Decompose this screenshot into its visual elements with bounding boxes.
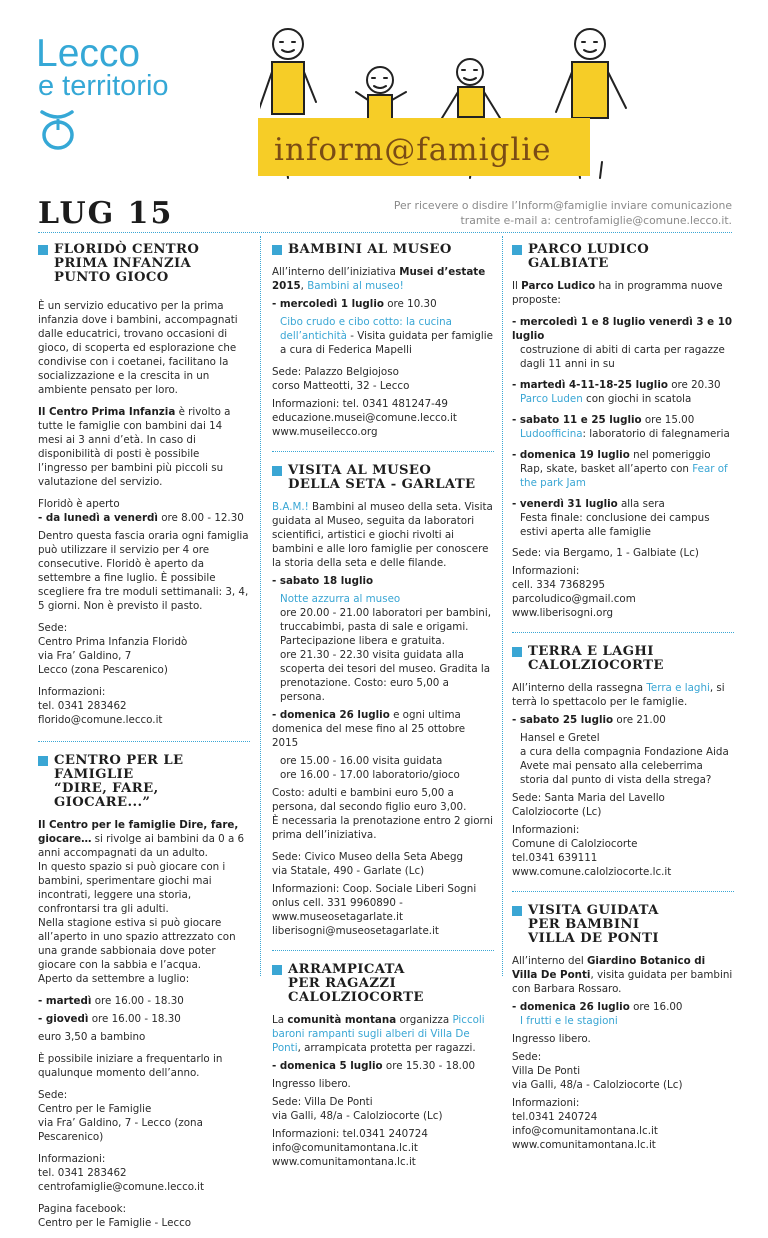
section-title: TERRA E LAGHI CALOLZIOCORTE [512,645,734,673]
section-divider [272,950,494,951]
schedule: - martedì ore 16.00 - 18.30 [38,995,184,1007]
price: euro 3,50 a bambino [38,1031,146,1043]
paragraph: Il Centro per le famiglie Dire, fare, giocare… si rivolge ai bambini da 0 a 6 anni accompagnati da un adulto. In questo spazio si può giocare con i bambini, sperimentare giochi mai incontrati, leggere una storia, confrontarsi tra gli adulti. Nella stagione estiva si può giocare all’aperto in uno spazio attrezzato con una grande sabbionaia dove poter giocare con la sabbia e l’acqua. Aperto da settembre a luglio: [38,819,245,985]
paragraph: B.A.M.! Bambini al museo della seta. Visita guidata al Museo, seguita da laboratori scientifici, artistici e giochi rivolti ai bambini e alle loro famiglie per conoscere la storia della seta e delle filande. [272,501,493,569]
contact-info: Informazioni: tel.0341 240724 info@comunitamontana.lc.it www.comunitamontana.lc.it [512,1097,658,1151]
paragraph: Ingresso libero. [512,1033,591,1045]
contact-info: Informazioni: tel. 0341 283462 centrofamiglie@comune.lecco.it [38,1153,205,1193]
event: - domenica 26 luglio e ogni ultima domenica del mese fino al 25 ottobre 2015 [272,709,466,749]
paragraph: Floridò è aperto - da lunedì a venerdì ore 8.00 - 12.30 [38,498,244,524]
list-item: - mercoledì 1 e 8 luglio venerdì 3 e 10 luglio costruzione di abiti di carta per ragazze dagli 11 anni in su [512,316,733,370]
event-detail: Hansel e Gretel a cura della compagnia Fondazione Aida Avete mai pensato alla celeberrima storia dal punto di vista della strega? [520,732,729,786]
paragraph: Costo: adulti e bambini euro 5,00 a persona, dal secondo figlio euro 3,00. È necessaria la prenotazione entro 2 giorni prima dell’iniziativa. [272,787,493,841]
address: Sede: via Bergamo, 1 - Galbiate (Lc) [512,547,699,559]
paragraph: Il Parco Ludico ha in programma nuove proposte: [512,280,723,306]
section-divider [512,891,734,892]
event: - domenica 5 luglio ore 15.30 - 18.00 [272,1060,476,1072]
section-divider [272,451,494,452]
event-detail: ore 15.00 - 16.00 visita guidata ore 16.00 - 17.00 laboratorio/gioco [280,755,460,781]
section-title: PARCO LUDICO GALBIATE [512,243,734,271]
event: - sabato 25 luglio ore 21.00 [512,714,666,726]
column-divider [502,236,503,976]
section-title: BAMBINI AL MUSEO [272,243,494,257]
column-2 [272,243,494,1177]
paragraph: La comunità montana organizza Piccoli baroni rampanti sugli alberi di Villa De Ponti, arrampicata protetta per ragazzi. [272,1014,485,1054]
paragraph: Dentro questa fascia oraria ogni famiglia può utilizzare il servizio per 4 ore consecutive. Floridò è aperto da settembre a fine luglio. È possibile scegliere fra tre moduli settimanali: 3, 4, 5 giorni. Non è previsto il pasto. [38,530,249,612]
header-divider [38,232,732,233]
address: Sede: Villa De Ponti via Galli, 48/a - Calolziocorte (Lc) [512,1051,683,1091]
address: Sede: Civico Museo della Seta Abegg via Statale, 490 - Garlate (Lc) [272,851,464,877]
facebook-info: Pagina facebook: Centro per le Famiglie - Lecco [38,1203,192,1229]
section-title: VISITA AL MUSEO DELLA SETA - GARLATE [272,464,494,492]
address: Sede: Villa De Ponti via Galli, 48/a - Calolziocorte (Lc) [272,1096,443,1122]
paragraph: All’interno del Giardino Botanico di Villa De Ponti, visita guidata per bambini con Barbara Rossaro. [512,955,733,995]
column-divider [260,236,261,976]
list-item: - venerdì 31 luglio alla sera Festa finale: conclusione dei campus estivi aperta alle famiglie [512,498,710,538]
address: Sede: Centro per le Famiglie via Fra’ Galdino, 7 - Lecco (zona Pescarenico) [38,1089,203,1143]
paragraph: All’interno dell’iniziativa Musei d’estate 2015, Bambini al museo! [272,266,486,292]
inform-famiglie-banner [258,118,590,176]
paragraph: È possibile iniziare a frequentarlo in qualunque momento dell’anno. [38,1053,223,1079]
event: - sabato 18 luglio [272,575,374,587]
header [0,0,768,232]
list-item: - domenica 19 luglio nel pomeriggio Rap, skate, basket all’aperto con Fear of the park Jam [512,449,728,489]
paragraph: È un servizio educativo per la prima infanzia dove i bambini, accompagnati dalle educatrici, trovano occasioni di gioco, di scoperta ed esplorazione che condivise con i coetanei, facilitano la socializzazione e la crescita in un ambiente pensato per loro. [38,300,238,396]
address: Sede: Santa Maria del Lavello Calolziocorte (Lc) [512,792,665,818]
event-list [512,315,734,539]
contact-info: Informazioni: cell. 334 7368295 parcoludico@gmail.com www.liberisogni.org [512,565,636,619]
section-title: VISITA GUIDATA PER BAMBINI VILLA DE PONTI [512,904,734,946]
paragraph: Il Centro Prima Infanzia è rivolto a tutte le famiglie con bambini dai 14 mesi ai 3 anni d’età. In caso di disponibilità di posti è possibile l’ingresso per bambini più piccoli su valutazione del servizio. [38,406,231,488]
contact-info: Informazioni: Coop. Sociale Liberi Sogni onlus cell. 331 9960890 - www.museosetagarlate.it liberisogni@museosetagarlate.it [272,883,477,937]
logo-lecco: Lecco [36,32,141,75]
contact-info: Informazioni: tel.0341 240724 info@comunitamontana.lc.it www.comunitamontana.lc.it [272,1128,428,1168]
event-detail: Notte azzurra al museo ore 20.00 - 21.00 laboratori per bambini, truccabimbi, pasta di sale e origami. Partecipazione libera e gratuita. ore 21.30 - 22.30 visita guidata alla scoperta dei tesori del museo. Gradita la prenotazione. Costo: euro 5,00 a persona. [280,593,491,703]
contact-info: Informazioni: tel. 0341 283462 florido@comune.lecco.it [38,686,163,726]
event-detail: Cibo crudo e cibo cotto: la cucina dell’antichità - Visita guidata per famiglie a cura di Federica Mapelli [280,316,493,356]
column-1 [38,243,250,1238]
column-3 [512,243,734,1160]
schedule: - giovedì ore 16.00 - 18.30 [38,1013,181,1025]
section-divider [512,632,734,633]
list-item: - martedì 4-11-18-25 luglio ore 20.30 Parco Luden con giochi in scatola [512,379,721,405]
section-title: ARRAMPICATA PER RAGAZZI CALOLZIOCORTE [272,963,494,1005]
contact-info: Informazioni: tel. 0341 481247-49 educazione.musei@comune.lecco.it www.museilecco.org [272,398,457,438]
banner-title: inform@famiglie [274,132,552,168]
contact-info: Informazioni: Comune di Calolziocorte tel.0341 639111 www.comune.calolziocorte.lc.it [512,824,672,878]
section-title: FLORIDÒ CENTRO PRIMA INFANZIA PUNTO GIOCO [38,243,250,285]
address: Sede: Palazzo Belgiojoso corso Matteotti, 32 - Lecco [272,366,410,392]
section-title: CENTRO PER LE FAMIGLIE “DIRE, FARE, GIOCARE...” [38,754,250,810]
event: - domenica 26 luglio ore 16.00 I frutti e le stagioni [512,1001,683,1027]
paragraph: All’interno della rassegna Terra e laghi, si terrà lo spettacolo per le famiglie. [512,682,725,708]
event: - mercoledì 1 luglio ore 10.30 [272,298,437,310]
paragraph: Ingresso libero. [272,1078,351,1090]
logo-knot-icon [38,108,78,152]
address: Sede: Centro Prima Infanzia Floridò via Fra’ Galdino, 7 Lecco (zona Pescarenico) [38,622,188,676]
section-divider [38,741,250,742]
subscribe-note: Per ricevere o disdire l’Inform@famiglie inviare comunicazione tramite e-mail a: centrofamiglie@comune.lecco.it. [393,199,732,227]
logo-territorio: e territorio [38,70,169,102]
issue-date: LUG 15 [38,196,174,231]
list-item: - sabato 11 e 25 luglio ore 15.00 Ludoofficina: laboratorio di falegnameria [512,414,730,440]
